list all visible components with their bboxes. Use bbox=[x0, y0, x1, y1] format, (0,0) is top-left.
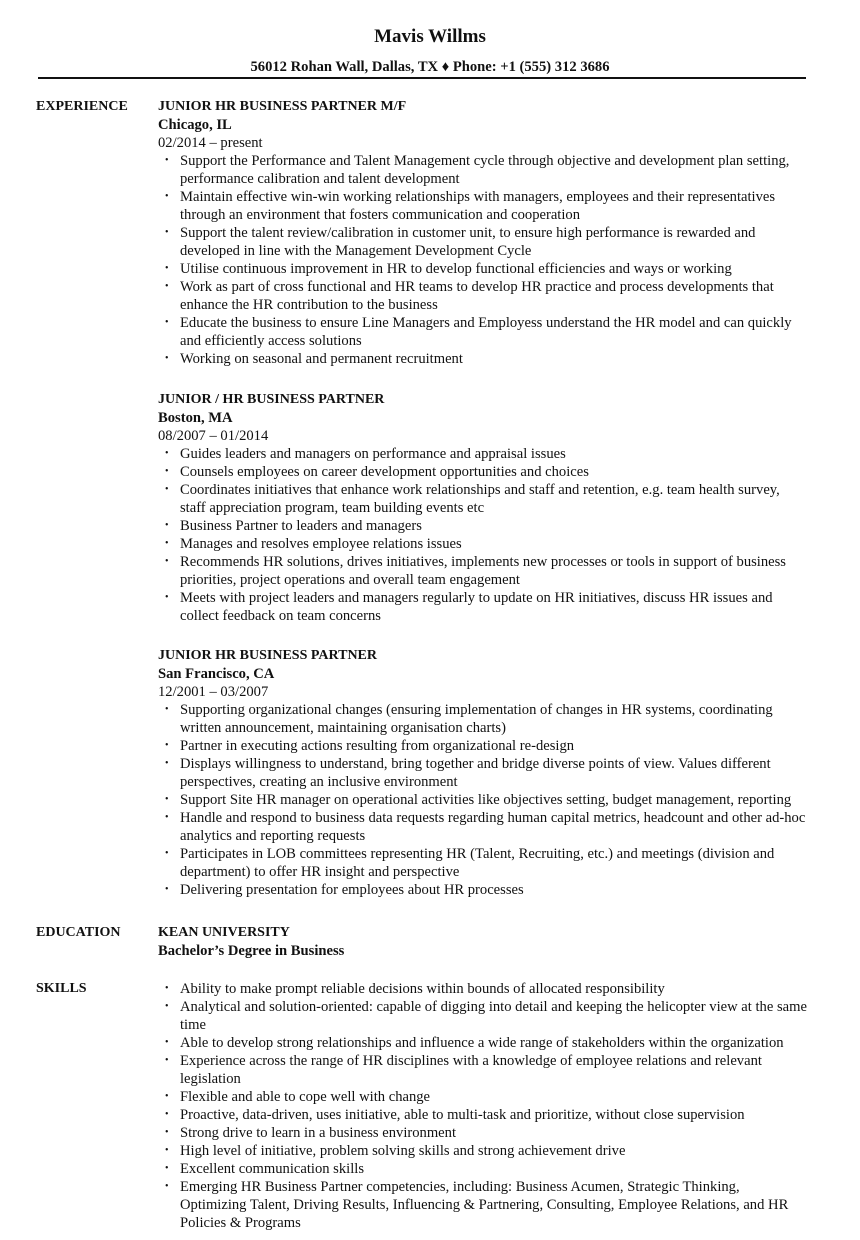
bullet-item bbox=[158, 314, 808, 350]
bullet-item bbox=[158, 188, 808, 224]
bullet-icon: • bbox=[165, 794, 169, 805]
bullet-text: Ability to make prompt reliable decisions within bounds of allocated responsibility bbox=[180, 981, 665, 997]
bullet-item bbox=[158, 224, 808, 260]
bullet-icon: • bbox=[165, 1145, 169, 1156]
bullet-text: Recommends HR solutions, drives initiatives, implements new processes or tools in support of business priorities, project operations and overall team engagement bbox=[180, 554, 786, 588]
bullet-text: Coordinates initiatives that enhance work relationships and staff and retention, e.g. team health survey, staff appreciation program, team building events etc bbox=[180, 482, 780, 516]
bullet-item bbox=[158, 701, 808, 737]
bullet-icon: • bbox=[165, 155, 169, 166]
bullet-text: Participates in LOB committees representing HR (Talent, Recruiting, etc.) and meetings (division and department) to offer HR insight and perspective bbox=[180, 846, 775, 880]
bullet-text: Maintain effective win-win working relationships with managers, employees and their representatives through an environment that fosters communication and cooperation bbox=[180, 189, 776, 223]
bullet-item bbox=[158, 1088, 808, 1106]
bullet-text: Meets with project leaders and managers regularly to update on HR initiatives, discuss HR issues and collect feedback on team concerns bbox=[180, 590, 773, 624]
section-label-experience: EXPERIENCE bbox=[36, 99, 128, 114]
bullet-icon: • bbox=[165, 1055, 169, 1066]
bullet-item bbox=[158, 463, 808, 481]
bullet-text: Educate the business to ensure Line Managers and Employess understand the HR model and can quickly and efficiently access solutions bbox=[180, 315, 792, 349]
bullet-icon: • bbox=[165, 758, 169, 769]
bullet-item bbox=[158, 755, 808, 791]
skills-entry bbox=[158, 980, 808, 1232]
header-divider bbox=[38, 77, 806, 79]
bullet-icon: • bbox=[165, 353, 169, 364]
job-entry bbox=[158, 98, 808, 368]
bullet-item bbox=[158, 535, 808, 553]
job-dates: 02/2014 – present bbox=[158, 135, 263, 151]
bullet-text: Support the Performance and Talent Management cycle through objective and development plan setting, performance calibration and talent development bbox=[180, 153, 790, 187]
bullet-text: Handle and respond to business data requests regarding human capital metrics, headcount and other ad-hoc analytics and reporting requests bbox=[180, 810, 806, 844]
bullet-icon: • bbox=[165, 1181, 169, 1192]
school-name: KEAN UNIVERSITY bbox=[158, 925, 290, 940]
education-entry bbox=[158, 924, 808, 960]
section-label-skills: SKILLS bbox=[36, 981, 87, 996]
bullet-icon: • bbox=[165, 983, 169, 994]
bullet-item bbox=[158, 845, 808, 881]
bullet-item bbox=[158, 1052, 808, 1088]
bullet-item bbox=[158, 737, 808, 755]
degree: Bachelor’s Degree in Business bbox=[158, 943, 345, 959]
bullet-icon: • bbox=[165, 484, 169, 495]
bullet-item bbox=[158, 1034, 808, 1052]
bullet-icon: • bbox=[165, 592, 169, 603]
job-location: Chicago, IL bbox=[158, 117, 232, 133]
bullet-icon: • bbox=[165, 538, 169, 549]
bullet-icon: • bbox=[165, 191, 169, 202]
bullet-text: Utilise continuous improvement in HR to develop functional efficiencies and ways or working bbox=[180, 261, 732, 277]
bullet-text: Working on seasonal and permanent recruitment bbox=[180, 351, 463, 367]
job-bullets bbox=[158, 701, 808, 899]
bullet-item bbox=[158, 350, 808, 368]
bullet-icon: • bbox=[165, 1037, 169, 1048]
bullet-text: Support the talent review/calibration in customer unit, to ensure high performance is rewarded and developed in line with the Management Development Cycle bbox=[180, 225, 756, 259]
skills-list bbox=[158, 980, 808, 1232]
bullet-text: Displays willingness to understand, bring together and bridge diverse points of view. Values different perspectives, creating an inclusive environment bbox=[180, 756, 771, 790]
bullet-text: Excellent communication skills bbox=[180, 1161, 365, 1177]
candidate-name: Mavis Willms bbox=[374, 26, 486, 47]
bullet-item bbox=[158, 1160, 808, 1178]
job-bullets bbox=[158, 445, 808, 625]
bullet-text: Counsels employees on career development opportunities and choices bbox=[180, 464, 589, 480]
bullet-text: Supporting organizational changes (ensuring implementation of changes in HR systems, coordinating written announcement, maintaining organisation charts) bbox=[180, 702, 773, 736]
bullet-icon: • bbox=[165, 1091, 169, 1102]
job-dates: 08/2007 – 01/2014 bbox=[158, 428, 269, 444]
bullet-icon: • bbox=[165, 812, 169, 823]
bullet-item bbox=[158, 980, 808, 998]
bullet-item bbox=[158, 152, 808, 188]
section-label-education: EDUCATION bbox=[36, 925, 121, 940]
bullet-icon: • bbox=[165, 520, 169, 531]
bullet-item bbox=[158, 1178, 808, 1232]
bullet-item bbox=[158, 553, 808, 589]
bullet-text: Work as part of cross functional and HR teams to develop HR practice and process developments that enhance the HR contribution to the business bbox=[180, 279, 774, 313]
bullet-icon: • bbox=[165, 556, 169, 567]
bullet-item bbox=[158, 260, 808, 278]
bullet-item bbox=[158, 998, 808, 1034]
bullet-item bbox=[158, 589, 808, 625]
bullet-item bbox=[158, 791, 808, 809]
bullet-text: Partner in executing actions resulting from organizational re-design bbox=[180, 738, 575, 754]
bullet-icon: • bbox=[165, 1163, 169, 1174]
bullet-icon: • bbox=[165, 1127, 169, 1138]
bullet-text: High level of initiative, problem solving skills and strong achievement drive bbox=[180, 1143, 626, 1159]
bullet-item bbox=[158, 445, 808, 463]
bullet-icon: • bbox=[165, 448, 169, 459]
bullet-icon: • bbox=[165, 1001, 169, 1012]
bullet-icon: • bbox=[165, 884, 169, 895]
bullet-text: Guides leaders and managers on performance and appraisal issues bbox=[180, 446, 566, 462]
bullet-icon: • bbox=[165, 227, 169, 238]
bullet-text: Flexible and able to cope well with change bbox=[180, 1089, 431, 1105]
bullet-text: Strong drive to learn in a business environment bbox=[180, 1125, 457, 1141]
job-title: JUNIOR / HR BUSINESS PARTNER bbox=[158, 392, 385, 407]
bullet-icon: • bbox=[165, 317, 169, 328]
job-entry bbox=[158, 391, 808, 625]
bullet-text: Support Site HR manager on operational activities like objectives setting, budget management, reporting bbox=[180, 792, 792, 808]
bullet-item bbox=[158, 481, 808, 517]
bullet-icon: • bbox=[165, 466, 169, 477]
bullet-item bbox=[158, 881, 808, 899]
bullet-icon: • bbox=[165, 281, 169, 292]
bullet-text: Analytical and solution-oriented: capable of digging into detail and keeping the helicopter view at the same time bbox=[180, 999, 807, 1033]
bullet-item bbox=[158, 278, 808, 314]
bullet-text: Experience across the range of HR disciplines with a knowledge of employee relations and relevant legislation bbox=[180, 1053, 762, 1087]
job-title: JUNIOR HR BUSINESS PARTNER M/F bbox=[158, 99, 407, 114]
bullet-text: Delivering presentation for employees about HR processes bbox=[180, 882, 524, 898]
job-location: San Francisco, CA bbox=[158, 666, 275, 682]
job-location: Boston, MA bbox=[158, 410, 233, 426]
job-entry bbox=[158, 647, 808, 899]
bullet-text: Able to develop strong relationships and influence a wide range of stakeholders within the organization bbox=[180, 1035, 784, 1051]
job-bullets bbox=[158, 152, 808, 368]
bullet-icon: • bbox=[165, 848, 169, 859]
job-dates: 12/2001 – 03/2007 bbox=[158, 684, 269, 700]
bullet-item bbox=[158, 1142, 808, 1160]
bullet-item bbox=[158, 1106, 808, 1124]
bullet-item bbox=[158, 1124, 808, 1142]
bullet-icon: • bbox=[165, 704, 169, 715]
bullet-icon: • bbox=[165, 263, 169, 274]
bullet-text: Proactive, data-driven, uses initiative, able to multi-task and prioritize, without close supervision bbox=[180, 1107, 745, 1123]
bullet-text: Manages and resolves employee relations issues bbox=[180, 536, 462, 552]
job-title: JUNIOR HR BUSINESS PARTNER bbox=[158, 648, 378, 663]
bullet-item bbox=[158, 809, 808, 845]
bullet-icon: • bbox=[165, 740, 169, 751]
bullet-item bbox=[158, 517, 808, 535]
contact-line: 56012 Rohan Wall, Dallas, TX ♦ Phone: +1 (555) 312 3686 bbox=[250, 59, 610, 75]
bullet-text: Business Partner to leaders and managers bbox=[180, 518, 422, 534]
bullet-icon: • bbox=[165, 1109, 169, 1120]
bullet-text: Emerging HR Business Partner competencies, including: Business Acumen, Strategic Thinking, Optimizing Talent, Driving Results, Influencing & Partnering, Consulting, Employee Relations, and HR Policies & Programs bbox=[180, 1179, 789, 1231]
